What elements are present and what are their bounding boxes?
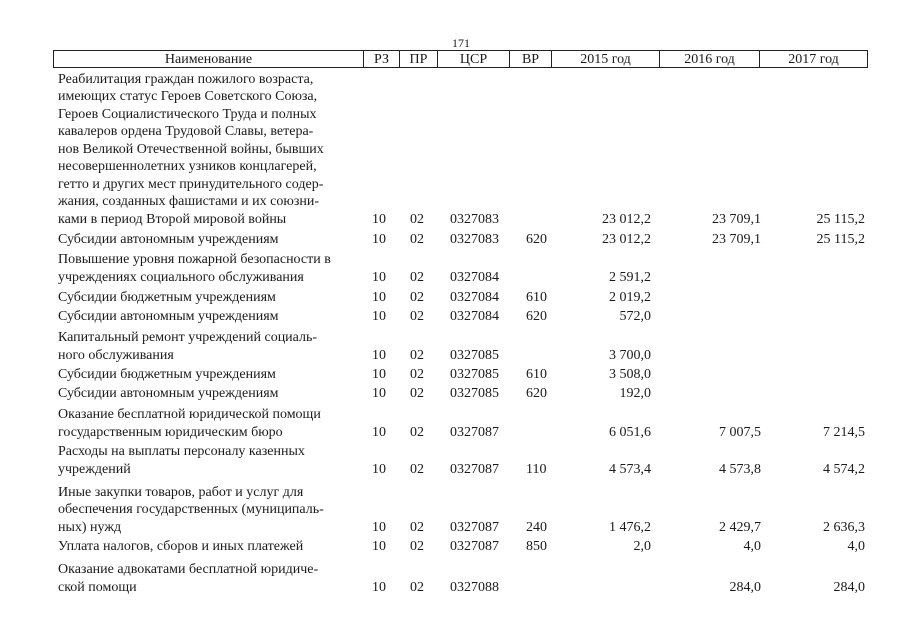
row-2015: 3 508,0 (609, 366, 651, 382)
row-vr: 620 (526, 385, 547, 401)
row-2015: 1 476,2 (609, 519, 651, 535)
table-row (58, 444, 873, 478)
row-2015: 2 591,2 (609, 269, 651, 285)
page-number: 171 (452, 36, 470, 50)
header-csr: ЦСР (438, 51, 510, 67)
row-rz: 10 (372, 519, 386, 535)
row-rz: 10 (372, 308, 386, 324)
header-2017: 2017 год (788, 52, 839, 67)
row-2015: 3 700,0 (609, 347, 651, 363)
row-csr: 0327085 (450, 366, 499, 382)
row-2017: 2 636,3 (823, 519, 865, 535)
row-name: Расходы на выплаты персоналу казенных учреждений (58, 444, 305, 477)
row-2015: 23 012,2 (602, 211, 651, 227)
row-pr: 02 (410, 461, 424, 477)
row-rz: 10 (372, 538, 386, 554)
row-2015: 572,0 (619, 308, 651, 324)
row-rz: 10 (372, 211, 386, 227)
row-2015: 4 573,4 (609, 461, 651, 477)
row-vr: 610 (526, 289, 547, 305)
row-name: Субсидии автономным учреждениям (58, 231, 279, 247)
row-csr: 0327084 (450, 308, 499, 324)
row-csr: 0327085 (450, 385, 499, 401)
row-csr: 0327087 (450, 538, 499, 554)
row-vr: 850 (526, 538, 547, 554)
row-pr: 02 (410, 366, 424, 382)
row-rz: 10 (372, 289, 386, 305)
row-vr: 610 (526, 366, 547, 382)
header-2016: 2016 год (660, 51, 760, 67)
row-2016: 7 007,5 (719, 424, 761, 440)
row-name: Уплата налогов, сборов и иных платежей (58, 538, 304, 554)
row-rz: 10 (372, 231, 386, 247)
row-2016: 23 709,1 (712, 231, 761, 247)
row-csr: 0327084 (450, 269, 499, 285)
row-csr: 0327084 (450, 289, 499, 305)
row-2017: 25 115,2 (816, 231, 865, 247)
table-row (58, 366, 873, 383)
row-2016: 4 573,8 (719, 461, 761, 477)
row-2016: 23 709,1 (712, 211, 761, 227)
row-pr: 02 (410, 231, 424, 247)
row-name: Оказание адвокатами бесплатной юридиче- ской помощи (58, 562, 319, 595)
row-pr: 02 (410, 347, 424, 363)
row-2015: 2,0 (633, 538, 651, 554)
table-row (58, 385, 873, 402)
row-2017: 25 115,2 (816, 211, 865, 227)
row-csr: 0327087 (450, 519, 499, 535)
row-vr: 620 (526, 231, 547, 247)
table-row (58, 308, 873, 325)
row-name: Субсидии автономным учреждениям (58, 385, 279, 401)
row-2016: 4,0 (743, 538, 761, 554)
row-pr: 02 (410, 579, 424, 595)
table-row (58, 407, 873, 441)
header-2015: 2015 год (552, 51, 660, 67)
row-vr: 240 (526, 519, 547, 535)
row-pr: 02 (410, 308, 424, 324)
row-csr: 0327087 (450, 461, 499, 477)
row-name: Капитальный ремонт учреждений социаль- ного обслуживания (58, 330, 318, 363)
table-row (58, 231, 873, 248)
header-name: Наименование (54, 51, 364, 67)
row-name: Повышение уровня пожарной безопасности в учреждениях социального обслуживания (58, 252, 331, 285)
row-2017: 7 214,5 (823, 424, 865, 440)
row-rz: 10 (372, 461, 386, 477)
row-rz: 10 (372, 424, 386, 440)
row-rz: 10 (372, 347, 386, 363)
row-2017: 4 574,2 (823, 461, 865, 477)
row-name: Оказание бесплатной юридической помощи государственным юридическим бюро (58, 407, 321, 440)
header-rz: РЗ (364, 51, 400, 67)
row-name: Субсидии бюджетным учреждениям (58, 289, 276, 305)
row-pr: 02 (410, 289, 424, 305)
row-2017: 284,0 (833, 579, 865, 595)
row-name: Субсидии автономным учреждениям (58, 308, 279, 324)
row-csr: 0327087 (450, 424, 499, 440)
row-pr: 02 (410, 538, 424, 554)
row-vr: 620 (526, 308, 547, 324)
row-pr: 02 (410, 211, 424, 227)
row-csr: 0327088 (450, 579, 499, 595)
row-pr: 02 (410, 269, 424, 285)
row-vr: 110 (526, 461, 547, 477)
row-rz: 10 (372, 366, 386, 382)
row-name: Субсидии бюджетным учреждениям (58, 366, 276, 382)
table-row (58, 538, 873, 555)
row-rz: 10 (372, 579, 386, 595)
row-2016: 2 429,7 (719, 519, 761, 535)
table-row (58, 330, 873, 364)
row-rz: 10 (372, 269, 386, 285)
row-pr: 02 (410, 519, 424, 535)
table-row (58, 71, 873, 228)
table-row (58, 252, 873, 286)
row-name: Иные закупки товаров, работ и услуг для обеспечения государственных (муниципаль- ных) нужд (58, 484, 324, 535)
row-pr: 02 (410, 385, 424, 401)
row-csr: 0327083 (450, 231, 499, 247)
header-vr: ВР (510, 51, 552, 67)
row-2017: 4,0 (847, 538, 865, 554)
row-name: Реабилитация граждан пожилого возраста, имеющих статус Героев Советского Союза, Героев Социалистического Труда и полных кавалеров ордена Трудовой Славы, ветера- нов Великой Отечественной войны, бывших несовершеннолетних узников концлагерей, гетто и других мест принудительного содер- жания, созданных фашистами и их союзни- ками в период Второй мировой войны (58, 71, 324, 227)
table-header (53, 50, 868, 68)
row-csr: 0327085 (450, 347, 499, 363)
row-2015: 2 019,2 (609, 289, 651, 305)
row-2015: 6 051,6 (609, 424, 651, 440)
row-2015: 192,0 (619, 385, 651, 401)
table-row (58, 484, 873, 536)
row-rz: 10 (372, 385, 386, 401)
header-pr: ПР (400, 51, 438, 67)
row-2016: 284,0 (729, 579, 761, 595)
table-row (58, 289, 873, 306)
row-csr: 0327083 (450, 211, 499, 227)
table-row (58, 562, 873, 596)
row-2015: 23 012,2 (602, 231, 651, 247)
row-pr: 02 (410, 424, 424, 440)
